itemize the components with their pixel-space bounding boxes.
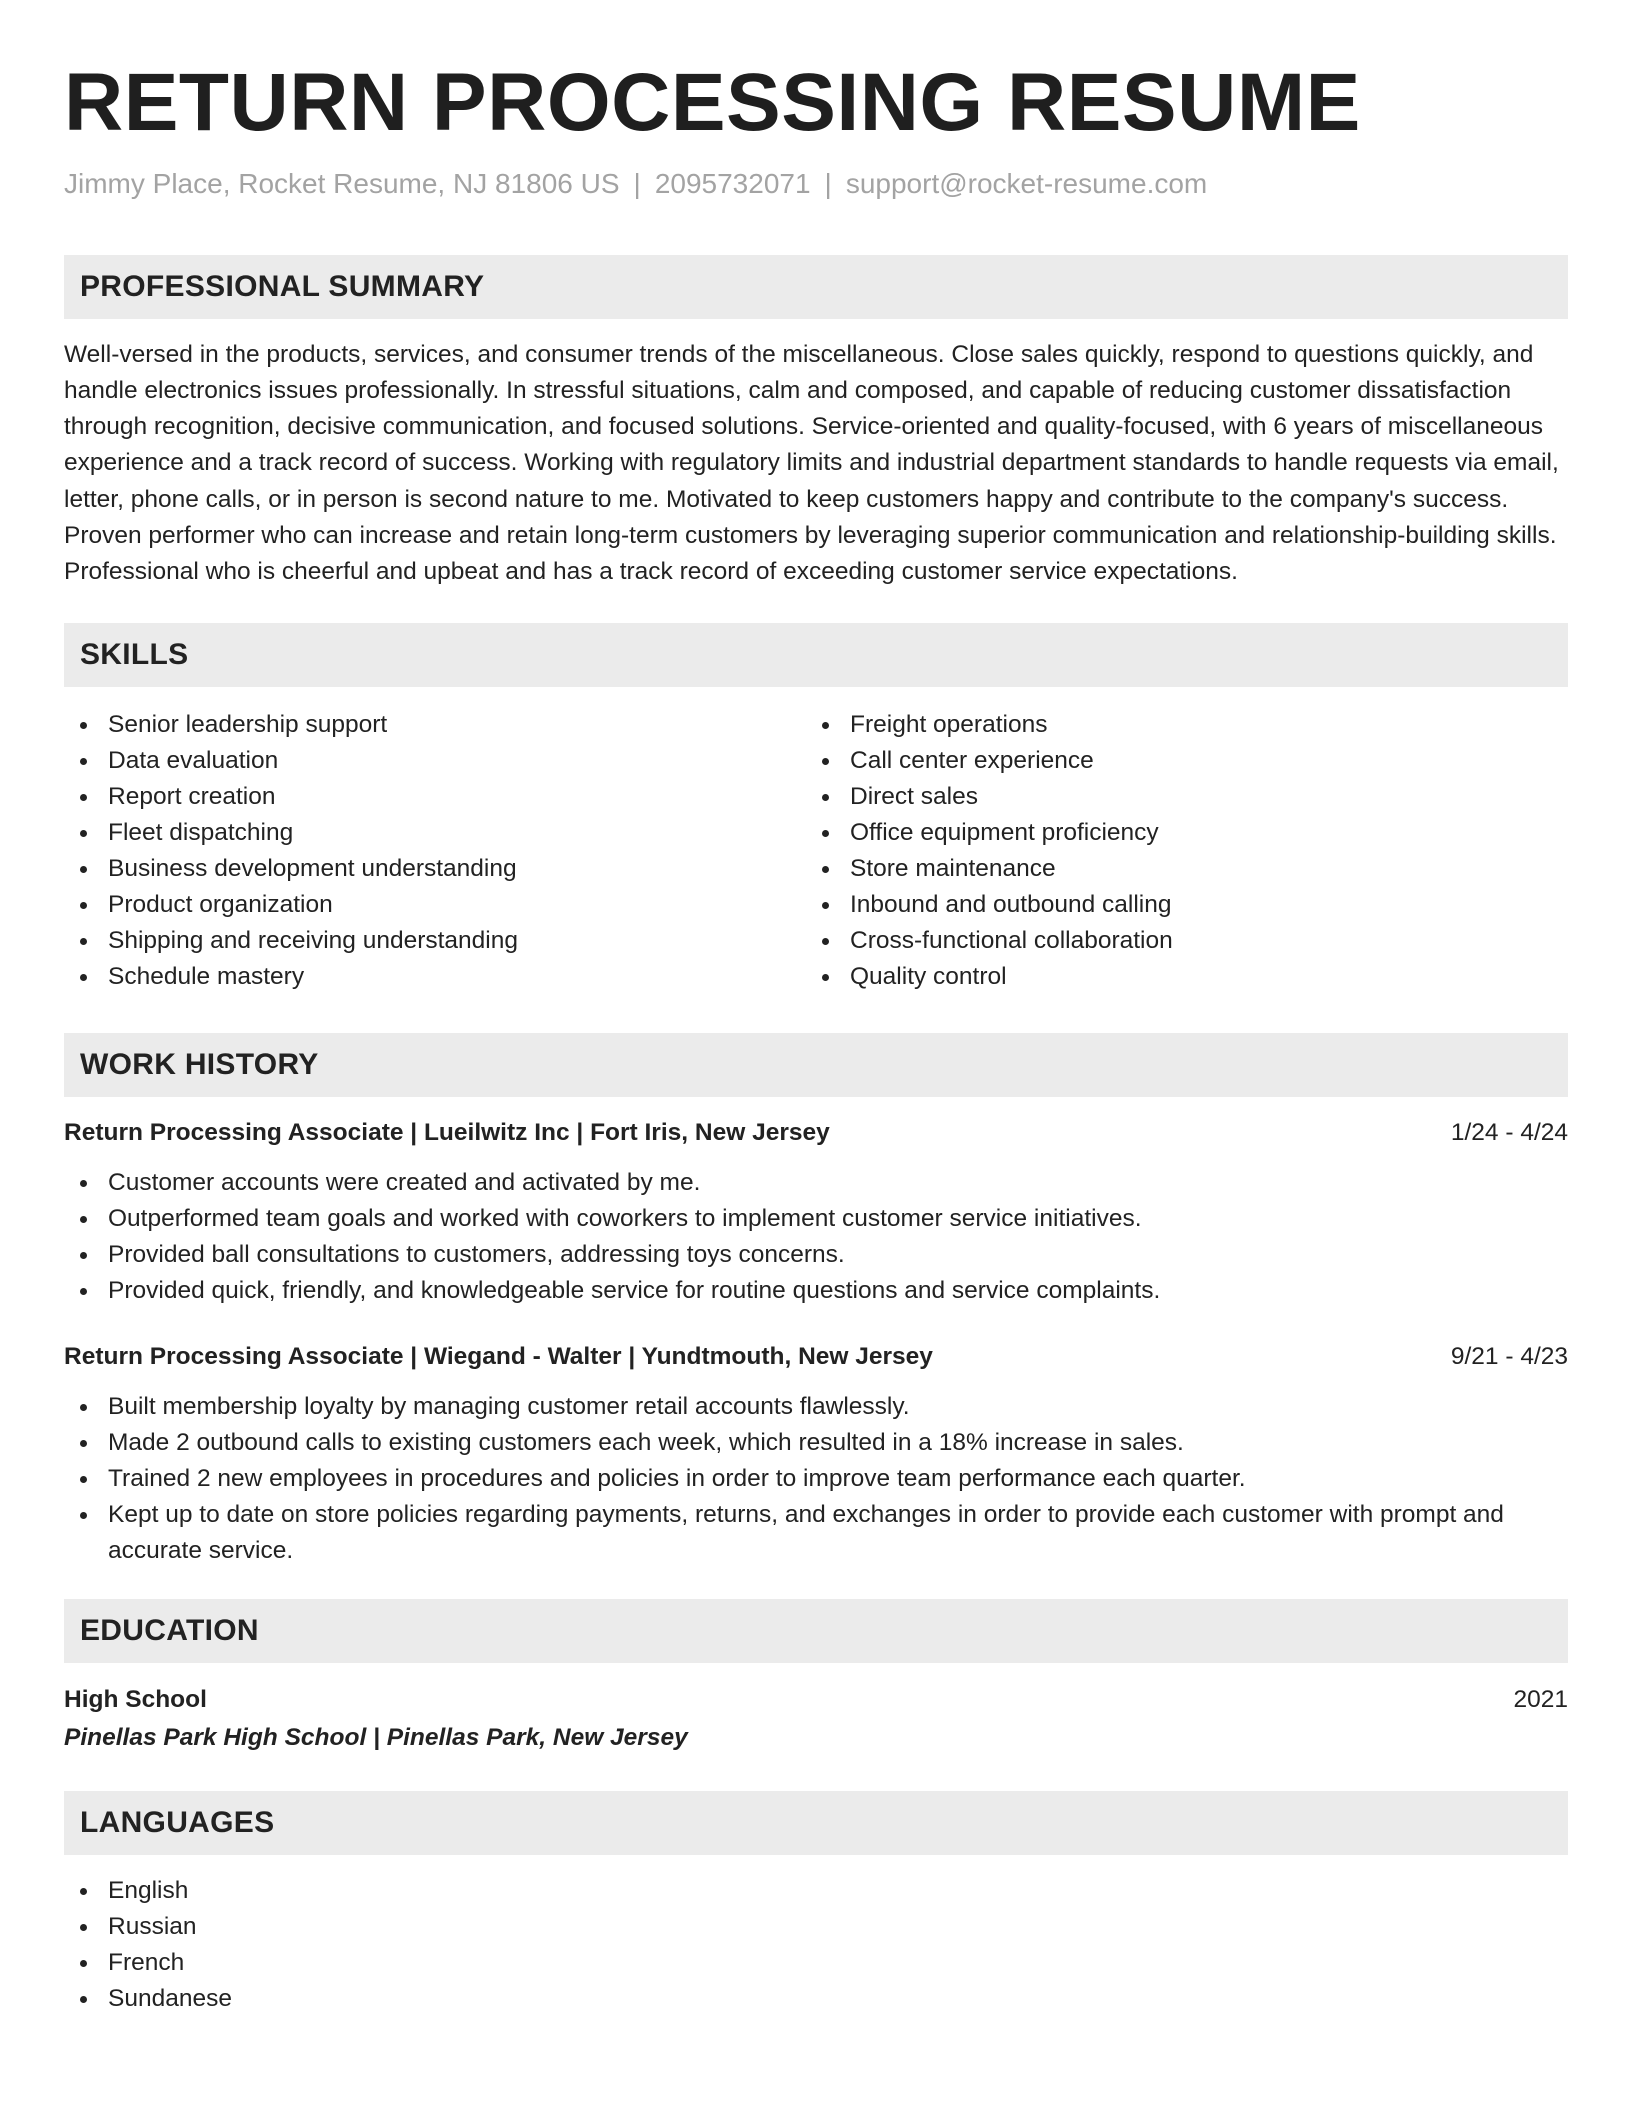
skill-item: Data evaluation xyxy=(64,743,806,779)
contact-line xyxy=(64,166,1568,202)
contact-address: Jimmy Place, Rocket Resume, NJ 81806 US xyxy=(64,168,620,200)
languages-section xyxy=(64,1791,1568,2017)
skill-item: Report creation xyxy=(64,779,806,815)
skill-item: Call center experience xyxy=(806,743,1548,779)
skill-item: Senior leadership support xyxy=(64,707,806,743)
skills-list-left xyxy=(64,707,806,995)
education-year: 2021 xyxy=(1513,1685,1568,1713)
skill-item: Store maintenance xyxy=(806,851,1548,887)
skills-column-right xyxy=(806,707,1548,995)
languages-list xyxy=(64,1873,1568,2017)
work-history-section xyxy=(64,1033,1568,1569)
skills-heading: SKILLS xyxy=(64,623,1568,687)
contact-separator: | xyxy=(824,168,832,200)
job-dates: 9/21 - 4/23 xyxy=(1450,1342,1568,1370)
job-entry xyxy=(64,1115,1568,1309)
job-dates: 1/24 - 4/24 xyxy=(1450,1118,1568,1146)
language-item: Sundanese xyxy=(64,1981,1568,2017)
education-entry xyxy=(64,1681,1568,1757)
skill-item: Office equipment proficiency xyxy=(806,815,1548,851)
skill-item: Schedule mastery xyxy=(64,959,806,995)
job-bullet: Trained 2 new employees in procedures and policies in order to improve team performance each quarter. xyxy=(64,1461,1568,1497)
summary-text: Well-versed in the products, services, and consumer trends of the miscellaneous. Close sales quickly, respond to questions quickly, and handle electronics issues professionally. In stressful situations, calm and composed, and capable of reducing customer dissatisfaction through recognition, decisive communication, and focused solutions. Service-oriented and quality-focused, with 6 years of miscellaneous experience and a track record of success. Working with regulatory limits and industrial department standards to handle requests via email, letter, phone calls, or in person is second nature to me. Motivated to keep customers happy and contribute to the company's success. Proven performer who can increase and retain long-term customers by leveraging superior communication and relationship-building skills. Professional who is cheerful and upbeat and has a track record of exceeding customer service expectations. xyxy=(64,340,1559,586)
languages-heading: LANGUAGES xyxy=(64,1791,1568,1855)
job-bullet: Provided quick, friendly, and knowledgeable service for routine questions and service complaints. xyxy=(64,1273,1568,1309)
skills-column-left xyxy=(64,707,806,995)
contact-email: support@rocket-resume.com xyxy=(845,168,1208,200)
contact-separator: | xyxy=(633,168,641,200)
skill-item: Quality control xyxy=(806,959,1548,995)
skills-section xyxy=(64,623,1568,995)
job-bullet: Built membership loyalty by managing customer retail accounts flawlessly. xyxy=(64,1389,1568,1425)
job-title: Return Processing Associate | Lueilwitz Inc | Fort Iris, New Jersey xyxy=(64,1118,830,1146)
skill-item: Shipping and receiving understanding xyxy=(64,923,806,959)
skill-item: Fleet dispatching xyxy=(64,815,806,851)
education-header xyxy=(64,1681,1568,1719)
language-item: English xyxy=(64,1873,1568,1909)
language-item: Russian xyxy=(64,1909,1568,1945)
job-entry xyxy=(64,1339,1568,1569)
skill-item: Cross-functional collaboration xyxy=(806,923,1548,959)
education-school: Pinellas Park High School | Pinellas Park, New Jersey xyxy=(64,1723,688,1751)
job-header xyxy=(64,1115,1568,1151)
job-bullet: Provided ball consultations to customers, addressing toys concerns. xyxy=(64,1237,1568,1273)
education-heading: EDUCATION xyxy=(64,1599,1568,1663)
skills-list-right xyxy=(806,707,1548,995)
job-bullet: Kept up to date on store policies regarding payments, returns, and exchanges in order to provide each customer with prompt and accurate service. xyxy=(64,1497,1568,1569)
skill-item: Inbound and outbound calling xyxy=(806,887,1548,923)
summary-heading: PROFESSIONAL SUMMARY xyxy=(64,255,1568,319)
skill-item: Freight operations xyxy=(806,707,1548,743)
work-history-heading: WORK HISTORY xyxy=(64,1033,1568,1097)
education-degree: High School xyxy=(64,1685,207,1713)
job-header xyxy=(64,1339,1568,1375)
job-title: Return Processing Associate | Wiegand - Walter | Yundtmouth, New Jersey xyxy=(64,1342,933,1370)
job-bullet: Made 2 outbound calls to existing customers each week, which resulted in a 18% increase in sales. xyxy=(64,1425,1568,1461)
job-bullets xyxy=(64,1389,1568,1569)
contact-phone: 2095732071 xyxy=(654,168,811,200)
job-bullet: Customer accounts were created and activated by me. xyxy=(64,1165,1568,1201)
skill-item: Direct sales xyxy=(806,779,1548,815)
skill-item: Product organization xyxy=(64,887,806,923)
education-section xyxy=(64,1599,1568,1757)
job-bullet: Outperformed team goals and worked with coworkers to implement customer service initiatives. xyxy=(64,1201,1568,1237)
job-bullets xyxy=(64,1165,1568,1309)
resume-title: RETURN PROCESSING RESUME xyxy=(64,57,1361,148)
skills-grid xyxy=(64,707,1568,995)
summary-section xyxy=(64,255,1568,591)
language-item: French xyxy=(64,1945,1568,1981)
skill-item: Business development understanding xyxy=(64,851,806,887)
